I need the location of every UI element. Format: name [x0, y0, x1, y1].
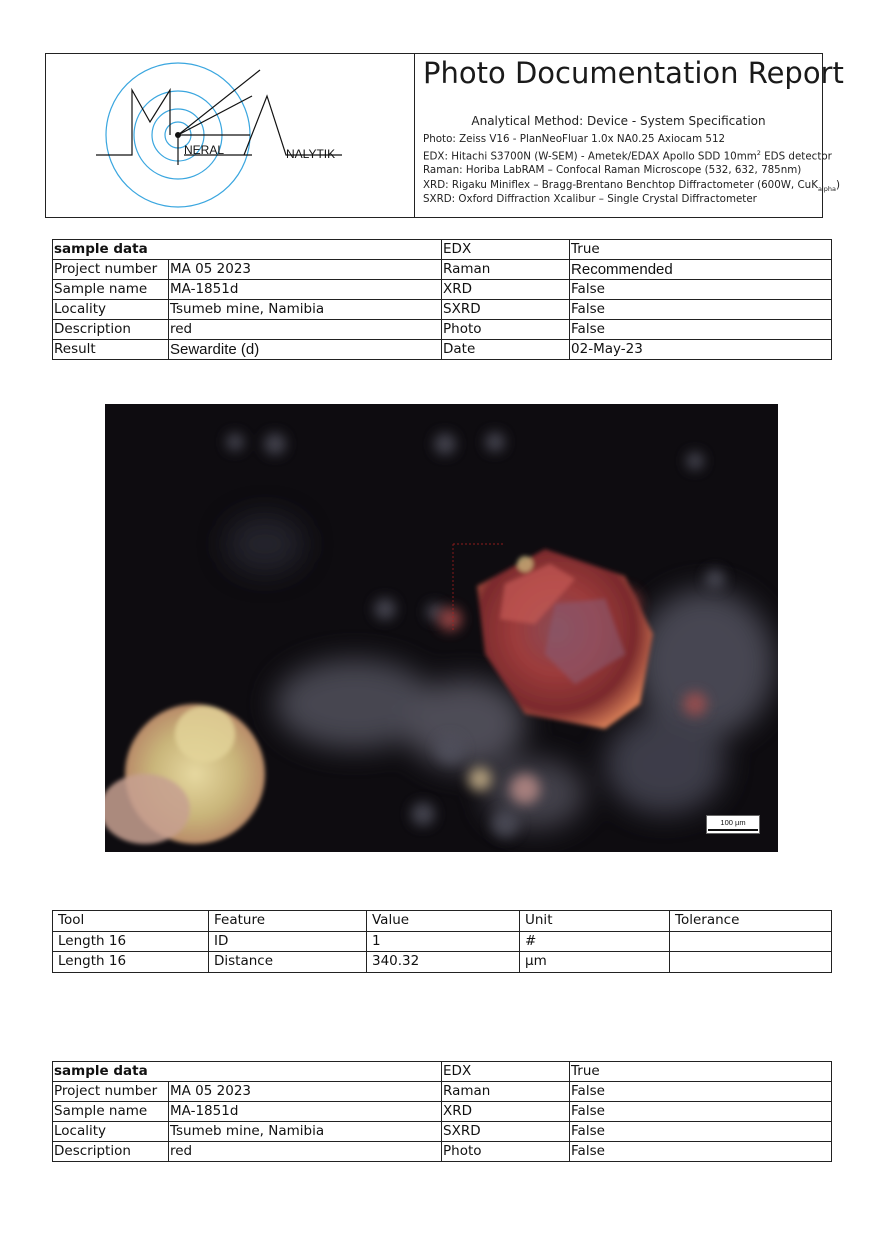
result-value: Sewardite (d): [169, 340, 442, 360]
table-header-row: [53, 911, 832, 932]
method-label: XRD: [442, 280, 570, 300]
field-label: Description: [53, 1142, 169, 1162]
table-row: [53, 1122, 832, 1142]
method-label: EDX: [442, 1062, 570, 1082]
field-label: Sample name: [53, 1102, 169, 1122]
method-value: Recommended: [570, 260, 832, 280]
method-value: True: [570, 240, 832, 260]
spec-sxrd: SXRD: Oxford Diffraction Xcalibur – Single Crystal Diffractometer: [423, 193, 757, 205]
table-cell: Length 16: [53, 931, 209, 952]
header-divider: [414, 53, 415, 218]
method-label: EDX: [442, 240, 570, 260]
method-label: Photo: [442, 320, 570, 340]
field-label: Result: [53, 340, 169, 360]
field-value: Tsumeb mine, Namibia: [169, 1122, 442, 1142]
spec-xrd-text: XRD: Rigaku Miniflex – Bragg-Brentano Benchtop Diffractometer (600W, CuK: [423, 179, 818, 191]
table-row: [53, 260, 832, 280]
method-value: False: [570, 1102, 832, 1122]
table-row: [53, 1082, 832, 1102]
method-value: False: [570, 320, 832, 340]
table-cell: 1: [367, 931, 520, 952]
method-label: XRD: [442, 1102, 570, 1122]
date-value: 02-May-23: [570, 340, 832, 360]
table-row: [53, 340, 832, 360]
method-value: False: [570, 1142, 832, 1162]
method-value: False: [570, 1122, 832, 1142]
method-label: SXRD: [442, 1122, 570, 1142]
method-heading: Analytical Method: Device - System Specification: [471, 114, 766, 128]
method-value: True: [570, 1062, 832, 1082]
field-label: Project number: [53, 1082, 169, 1102]
spec-edx-text: EDX: Hitachi S3700N (W-SEM) - Ametek/EDAX Apollo SDD 10mm: [423, 150, 757, 163]
spec-edx-sup: 2: [756, 149, 761, 157]
column-header: Value: [367, 911, 520, 932]
field-label: Sample name: [53, 280, 169, 300]
microscope-photo: [105, 404, 778, 852]
field-value: Tsumeb mine, Namibia: [169, 300, 442, 320]
table-cell: Distance: [209, 952, 367, 973]
spec-photo: Photo: Zeiss V16 - PlanNeoFluar 1.0x NA0.25 Axiocam 512: [423, 133, 726, 145]
table-row: [53, 300, 832, 320]
table-row: [53, 952, 832, 973]
table-row: [53, 320, 832, 340]
table-cell: Length 16: [53, 952, 209, 973]
column-header: Unit: [520, 911, 670, 932]
measurement-table: [52, 910, 832, 973]
table-cell: µm: [520, 952, 670, 973]
field-value: MA-1851d: [169, 280, 442, 300]
method-label: Photo: [442, 1142, 570, 1162]
method-label: Date: [442, 340, 570, 360]
table-cell: #: [520, 931, 670, 952]
scale-bar-label: 100 µm: [720, 818, 746, 827]
table-cell: [670, 952, 832, 973]
table-row: [53, 1102, 832, 1122]
field-value: MA-1851d: [169, 1102, 442, 1122]
report-title: Photo Documentation Report: [423, 56, 844, 90]
mineral-analytik-logo: [90, 62, 360, 210]
method-value: False: [570, 300, 832, 320]
column-header: Feature: [209, 911, 367, 932]
table-cell: ID: [209, 931, 367, 952]
sample-heading: sample data: [53, 1062, 442, 1082]
method-label: SXRD: [442, 300, 570, 320]
spec-xrd-sub: alpha: [817, 185, 836, 194]
table-row: [53, 240, 832, 260]
field-value: red: [169, 320, 442, 340]
method-label: Raman: [442, 1082, 570, 1102]
sample-data-table-2: [52, 1061, 832, 1162]
column-header: Tool: [53, 911, 209, 932]
field-label: Locality: [53, 1122, 169, 1142]
field-value: MA 05 2023: [169, 1082, 442, 1102]
table-row: [53, 931, 832, 952]
spec-xrd-tail: ): [835, 179, 841, 191]
field-label: Locality: [53, 300, 169, 320]
table-row: [53, 1062, 832, 1082]
sample-heading: sample data: [53, 240, 442, 260]
spec-edx: [423, 149, 832, 162]
field-value: MA 05 2023: [169, 260, 442, 280]
table-cell: [670, 931, 832, 952]
table-row: [53, 280, 832, 300]
spec-edx-tail: EDS detector: [760, 150, 832, 163]
logo-text-right: NALYTIK: [286, 147, 336, 161]
field-value: red: [169, 1142, 442, 1162]
table-cell: 340.32: [367, 952, 520, 973]
method-label: Raman: [442, 260, 570, 280]
scale-bar: [708, 829, 758, 831]
logo-text-left: NERAL: [184, 143, 225, 157]
method-value: False: [570, 280, 832, 300]
field-label: Description: [53, 320, 169, 340]
spec-xrd: [423, 179, 840, 193]
field-label: Project number: [53, 260, 169, 280]
sample-data-table-1: [52, 239, 832, 360]
method-value: False: [570, 1082, 832, 1102]
column-header: Tolerance: [670, 911, 832, 932]
table-row: [53, 1142, 832, 1162]
spec-raman: Raman: Horiba LabRAM – Confocal Raman Microscope (532, 632, 785nm): [423, 164, 802, 176]
